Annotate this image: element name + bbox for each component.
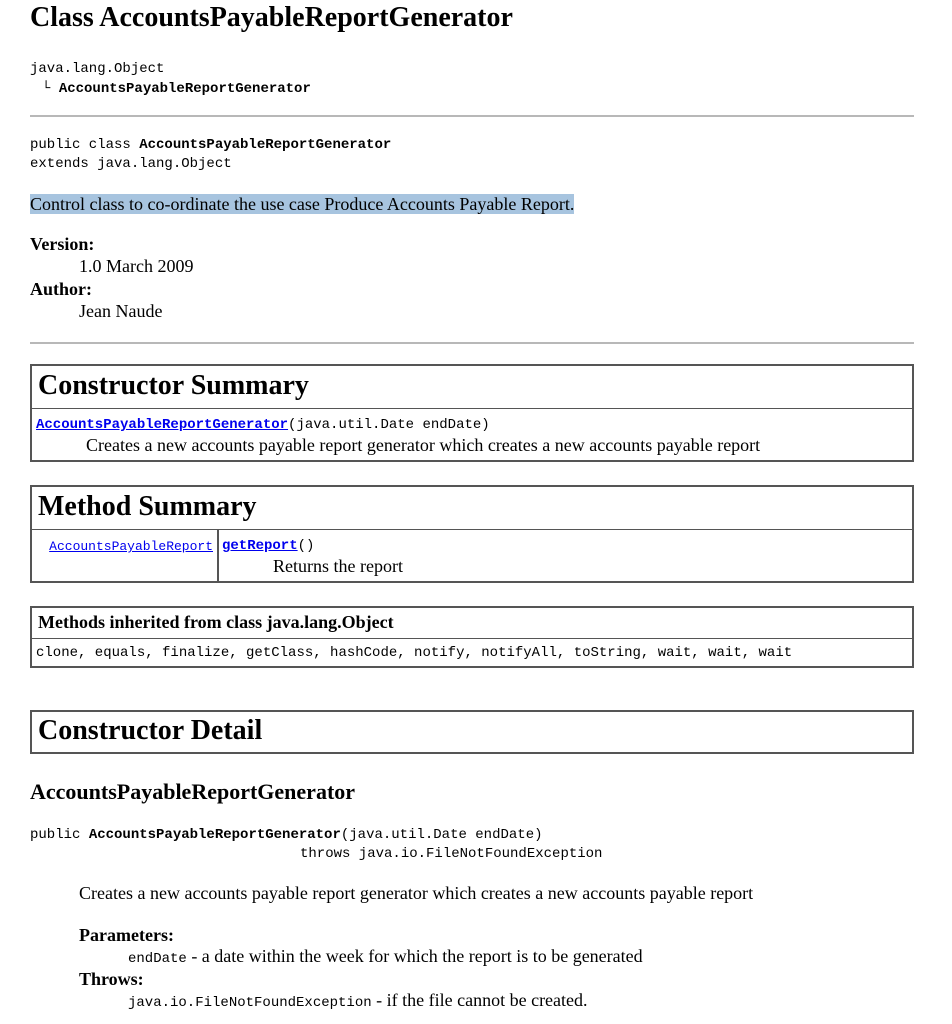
exception-name: java.io.FileNotFoundException [128,995,372,1011]
declaration-line-1 [30,136,391,155]
version-label: Version: [30,234,95,254]
method-detail-cell [219,530,403,581]
inherited-methods-table [30,606,914,668]
inherited-methods-list: clone, equals, finalize, getClass, hashCode, notify, notifyAll, toString, wait, wait, wait [36,645,793,661]
author-value: Jean Naude [79,301,163,321]
divider [30,115,914,117]
constructor-summary-description: Creates a new accounts payable report generator which creates a new accounts payable report [86,435,761,455]
hierarchy-parent: java.lang.Object [30,61,165,77]
author-label: Author: [30,279,92,299]
signature-line-2: throws java.io.FileNotFoundException [300,846,603,862]
method-summary-row [32,530,912,581]
class-declaration [30,136,391,174]
tree-branch-icon: └ [42,81,51,97]
constructor-link[interactable]: AccountsPayableReportGenerator [36,417,289,433]
parameter-description: - a date within the week for which the report is to be generated [186,946,643,966]
signature-params: (java.util.Date endDate) [340,827,543,843]
hierarchy-child-name: AccountsPayableReportGenerator [58,81,311,97]
version-value: 1.0 March 2009 [79,256,194,276]
method-summary-header: Method Summary [32,487,912,530]
class-description [30,193,574,215]
method-signature [222,537,403,555]
inherited-methods-header: Methods inherited from class java.lang.Object [32,608,912,639]
constructor-detail-name: AccountsPayableReportGenerator [30,779,356,804]
signature-line-1 [30,826,602,845]
selected-text: Control class to co-ordinate the use case Produce Accounts Payable Report. [30,194,575,214]
declaration-class-name: AccountsPayableReportGenerator [139,137,392,153]
parameter-name: endDate [128,951,187,967]
declaration-modifiers: public class [30,137,140,153]
parameters-label: Parameters: [79,925,174,945]
constructor-summary-row [32,409,912,456]
constructor-signature [36,416,912,434]
get-report-link[interactable]: getReport [222,538,298,554]
constructor-params: (java.util.Date endDate) [288,417,490,433]
declaration-line-2: extends java.lang.Object [30,156,232,172]
divider [30,342,914,344]
parameter-entry [128,946,643,967]
page-title: Class AccountsPayableReportGenerator [30,2,513,33]
return-type-link[interactable]: AccountsPayableReport [49,539,213,554]
throws-label: Throws: [79,969,144,989]
constructor-summary-header: Constructor Summary [32,366,912,409]
method-summary-description: Returns the report [273,556,403,576]
constructor-detail-signature [30,826,602,864]
method-return-type-cell [32,530,219,581]
hierarchy-child [42,81,311,97]
method-summary-table [30,485,914,583]
method-params: () [297,538,315,554]
constructor-detail-description: Creates a new accounts payable report generator which creates a new accounts payable report [79,883,754,903]
throws-entry [128,990,588,1011]
signature-name: AccountsPayableReportGenerator [88,827,341,843]
constructor-detail-header: Constructor Detail [30,710,914,754]
constructor-summary-table [30,364,914,462]
signature-modifier: public [30,827,89,843]
exception-description: - if the file cannot be created. [371,990,588,1010]
